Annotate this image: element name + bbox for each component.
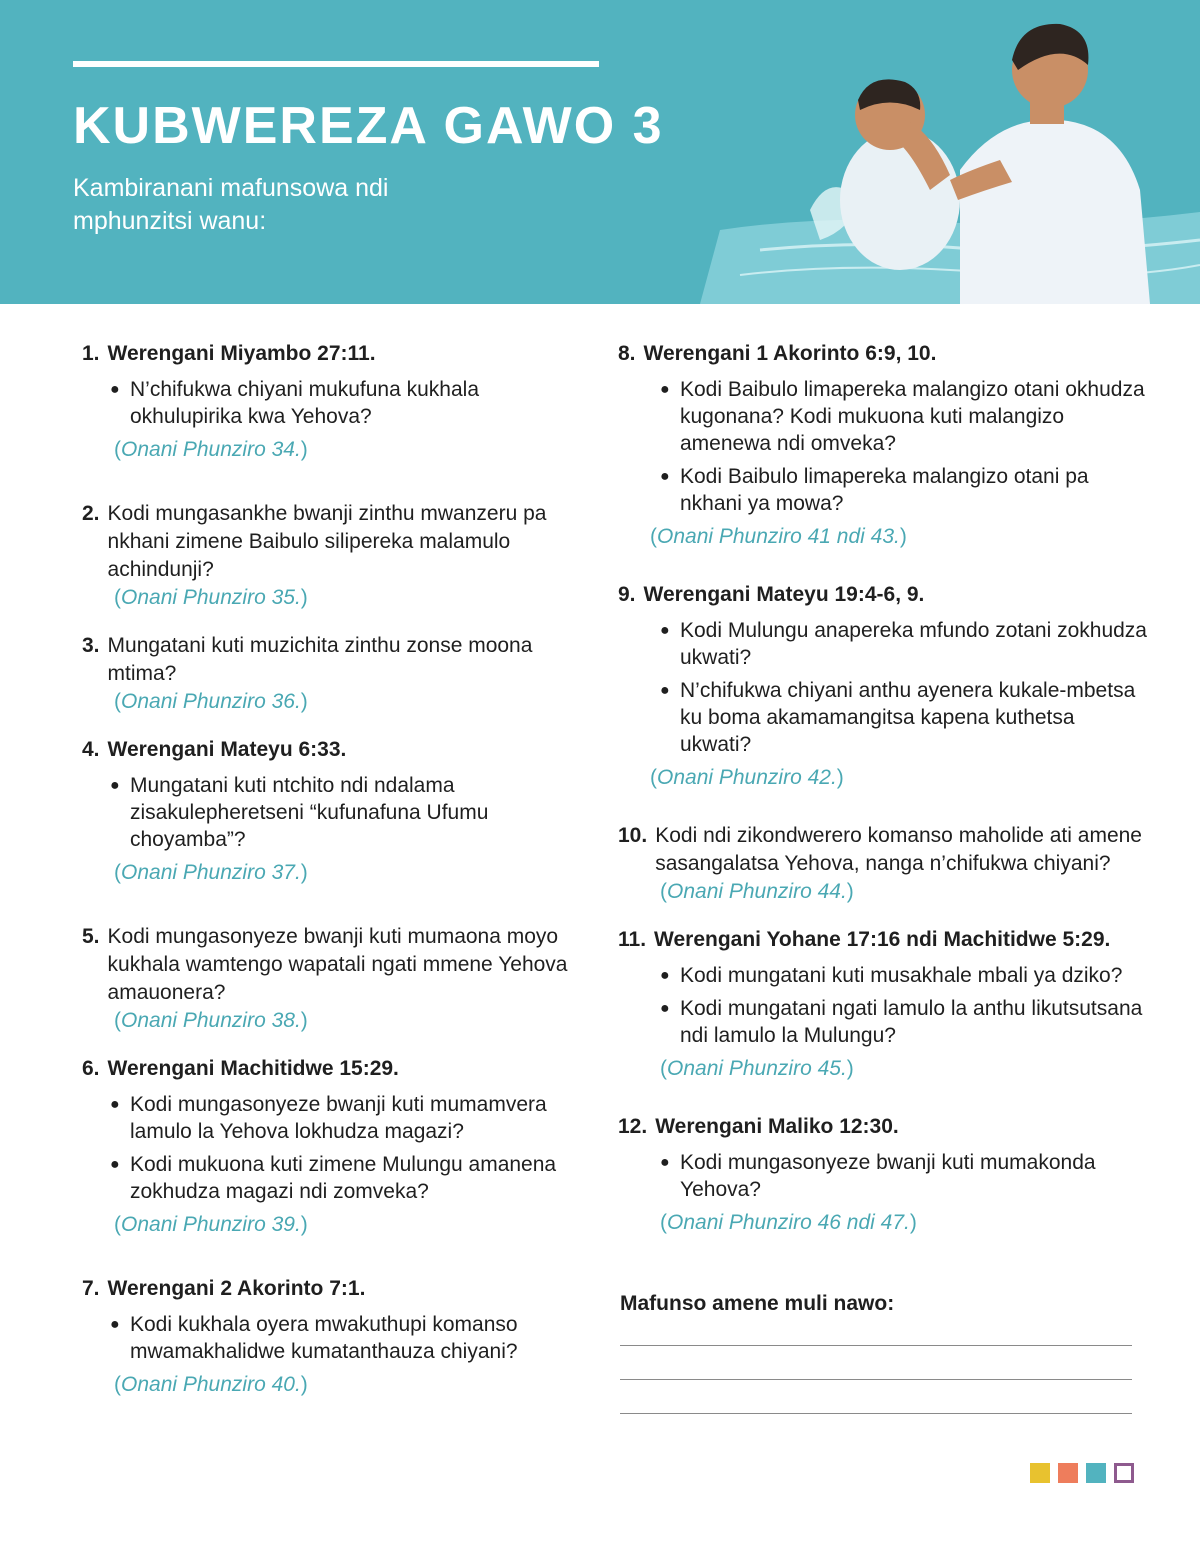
question-10 xyxy=(618,822,1148,906)
bullet-list xyxy=(618,1149,1148,1203)
notes-title: Mafunso amene muli nawo: xyxy=(620,1292,895,1315)
lesson-reference: (Onani Phunziro 41 ndi 43.) xyxy=(650,525,907,548)
question-5 xyxy=(82,923,582,1035)
question-heading xyxy=(82,923,582,1007)
bullet-item xyxy=(82,772,582,853)
bullet-item xyxy=(618,962,1148,989)
header-banner xyxy=(0,0,1200,304)
question-number: 3. xyxy=(82,634,100,657)
page-subtitle: Kambiranani mafunsowa ndi mphunzitsi wanu: xyxy=(73,174,389,235)
question-number: 1. xyxy=(82,342,100,365)
color-squares xyxy=(1030,1463,1134,1483)
question-text: Werengani Mateyu 6:33. xyxy=(107,738,347,761)
lesson-reference: (Onani Phunziro 36.) xyxy=(114,690,308,713)
lesson-reference-text: Onani Phunziro 44. xyxy=(667,880,847,903)
lesson-reference-text: Onani Phunziro 36. xyxy=(121,690,301,713)
bullet-list xyxy=(82,772,582,853)
question-text: Werengani Machitidwe 15:29. xyxy=(107,1057,399,1080)
question-heading xyxy=(618,581,1148,609)
bullet-dot-icon: ● xyxy=(660,682,670,699)
purple-outline-square xyxy=(1114,1463,1134,1483)
question-heading xyxy=(82,500,582,584)
left-column xyxy=(82,340,582,1399)
question-number: 2. xyxy=(82,502,100,525)
question-text: Werengani Miyambo 27:11. xyxy=(107,342,376,365)
bullet-item xyxy=(618,617,1148,671)
bullet-text: Kodi kukhala oyera mwakuthupi komanso mwamakhalidwe kumatanthauza chiyani? xyxy=(130,1313,518,1363)
question-3 xyxy=(82,632,582,716)
question-number: 7. xyxy=(82,1277,100,1300)
question-heading xyxy=(618,822,1148,878)
bullet-dot-icon: ● xyxy=(660,1000,670,1017)
question-number: 10. xyxy=(618,824,648,847)
bullet-dot-icon: ● xyxy=(110,1316,120,1333)
right-column xyxy=(618,340,1148,1237)
question-number: 8. xyxy=(618,342,636,365)
bullet-list xyxy=(618,962,1148,1049)
question-heading xyxy=(618,1113,1148,1141)
question-11 xyxy=(618,926,1148,1083)
bullet-list xyxy=(618,376,1148,517)
bullet-text: Kodi mukuona kuti zimene Mulungu amanena zokhudza magazi ndi zomveka? xyxy=(130,1153,557,1203)
bullet-text: N’chifukwa chiyani anthu ayenera kukale-mbetsa ku boma akamamangitsa kapena kuthetsa ukwati? xyxy=(680,679,1136,756)
question-text: Werengani 2 Akorinto 7:1. xyxy=(107,1277,366,1300)
bullet-text: Kodi mungasonyeze bwanji kuti mumamvera lamulo la Yehova lokhudza magazi? xyxy=(130,1093,547,1143)
question-heading xyxy=(82,632,582,688)
lesson-reference: (Onani Phunziro 34.) xyxy=(114,438,308,461)
bullet-list xyxy=(82,1091,582,1205)
lesson-reference-text: Onani Phunziro 35. xyxy=(121,586,301,609)
bullet-item xyxy=(82,376,582,430)
note-line[interactable] xyxy=(620,1413,1132,1414)
bullet-text: Kodi Baibulo limapereka malangizo otani pa nkhani ya mowa? xyxy=(680,465,1089,515)
baptism-illustration xyxy=(700,0,1200,304)
question-number: 9. xyxy=(618,583,636,606)
bullet-list xyxy=(618,617,1148,758)
bullet-item xyxy=(82,1311,582,1365)
bullet-item xyxy=(618,376,1148,457)
header-rule xyxy=(73,61,599,67)
question-text: Kodi mungasankhe bwanji zinthu mwanzeru pa nkhani zimene Baibulo silipereka malamulo achindunji? xyxy=(107,502,547,581)
bullet-dot-icon: ● xyxy=(110,381,120,398)
bullet-dot-icon: ● xyxy=(660,1154,670,1171)
page-title: KUBWEREZA GAWO 3 xyxy=(73,97,664,155)
bullet-text: Kodi Mulungu anapereka mfundo zotani zokhudza ukwati? xyxy=(680,619,1147,669)
bullet-item xyxy=(618,1149,1148,1203)
question-number: 12. xyxy=(618,1115,648,1138)
yellow-square xyxy=(1030,1463,1050,1483)
bullet-item xyxy=(618,677,1148,758)
question-2 xyxy=(82,500,582,612)
lesson-reference-text: Onani Phunziro 40. xyxy=(121,1373,301,1396)
question-text: Werengani Mateyu 19:4-6, 9. xyxy=(643,583,925,606)
bullet-dot-icon: ● xyxy=(660,468,670,485)
lesson-reference: (Onani Phunziro 35.) xyxy=(114,586,308,609)
lesson-reference-text: Onani Phunziro 38. xyxy=(121,1009,301,1032)
question-8 xyxy=(618,340,1148,551)
question-heading xyxy=(82,1275,582,1303)
bullet-text: Mungatani kuti ntchito ndi ndalama zisakulepheretseni “kufunafuna Ufumu choyamba”? xyxy=(130,774,489,851)
bullet-text: Kodi mungatani ngati lamulo la anthu likutsutsana ndi lamulo la Mulungu? xyxy=(680,997,1143,1047)
bullet-dot-icon: ● xyxy=(110,1096,120,1113)
question-text: Kodi mungasonyeze bwanji kuti mumaona moyo kukhala wamtengo wapatali ngati mmene Yehova amauonera? xyxy=(107,925,568,1004)
lesson-reference-text: Onani Phunziro 41 ndi 43. xyxy=(657,525,900,548)
lesson-reference-text: Onani Phunziro 34. xyxy=(121,438,301,461)
question-number: 6. xyxy=(82,1057,100,1080)
bullet-item xyxy=(82,1091,582,1145)
question-heading xyxy=(82,736,582,764)
bullet-list xyxy=(82,376,582,430)
lesson-reference-text: Onani Phunziro 39. xyxy=(121,1213,301,1236)
bullet-text: Kodi mungasonyeze bwanji kuti mumakonda Yehova? xyxy=(680,1151,1096,1201)
question-number: 5. xyxy=(82,925,100,948)
question-7 xyxy=(82,1275,582,1399)
lesson-reference: (Onani Phunziro 45.) xyxy=(660,1057,854,1080)
question-9 xyxy=(618,581,1148,792)
question-number: 11. xyxy=(618,928,647,951)
note-line[interactable] xyxy=(620,1379,1132,1380)
teal-square xyxy=(1086,1463,1106,1483)
question-heading xyxy=(618,926,1148,954)
question-6 xyxy=(82,1055,582,1239)
lesson-reference-text: Onani Phunziro 45. xyxy=(667,1057,847,1080)
lesson-reference: (Onani Phunziro 40.) xyxy=(114,1373,308,1396)
lesson-reference-text: Onani Phunziro 42. xyxy=(657,766,837,789)
bullet-item xyxy=(618,463,1148,517)
question-12 xyxy=(618,1113,1148,1237)
bullet-dot-icon: ● xyxy=(110,1156,120,1173)
bullet-dot-icon: ● xyxy=(110,777,120,794)
lesson-reference-text: Onani Phunziro 37. xyxy=(121,861,301,884)
lesson-reference: (Onani Phunziro 44.) xyxy=(660,880,854,903)
question-text: Werengani Maliko 12:30. xyxy=(655,1115,899,1138)
question-1 xyxy=(82,340,582,464)
bullet-dot-icon: ● xyxy=(660,381,670,398)
bullet-list xyxy=(82,1311,582,1365)
lesson-reference: (Onani Phunziro 46 ndi 47.) xyxy=(660,1211,917,1234)
question-heading xyxy=(82,1055,582,1083)
lesson-reference: (Onani Phunziro 38.) xyxy=(114,1009,308,1032)
question-text: Werengani 1 Akorinto 6:9, 10. xyxy=(643,342,937,365)
bullet-text: N’chifukwa chiyani mukufuna kukhala okhulupirika kwa Yehova? xyxy=(130,378,480,428)
question-4 xyxy=(82,736,582,887)
question-number: 4. xyxy=(82,738,100,761)
bullet-dot-icon: ● xyxy=(660,622,670,639)
question-text: Mungatani kuti muzichita zinthu zonse moona mtima? xyxy=(107,634,533,685)
question-text: Werengani Yohane 17:16 ndi Machitidwe 5:29. xyxy=(654,928,1111,951)
bullet-item xyxy=(82,1151,582,1205)
orange-square xyxy=(1058,1463,1078,1483)
lesson-reference: (Onani Phunziro 37.) xyxy=(114,861,308,884)
bullet-dot-icon: ● xyxy=(660,967,670,984)
question-heading xyxy=(82,340,582,368)
question-text: Kodi ndi zikondwerero komanso maholide ati amene sasangalatsa Yehova, nanga n’chifukwa chiyani? xyxy=(655,824,1142,875)
bullet-text: Kodi mungatani kuti musakhale mbali ya dziko? xyxy=(680,964,1123,987)
question-heading xyxy=(618,340,1148,368)
bullet-text: Kodi Baibulo limapereka malangizo otani okhudza kugonana? Kodi mukuona kuti malangizo amenewa ndi omveka? xyxy=(680,378,1145,455)
lesson-reference: (Onani Phunziro 39.) xyxy=(114,1213,308,1236)
lesson-reference: (Onani Phunziro 42.) xyxy=(650,766,844,789)
bullet-item xyxy=(618,995,1148,1049)
note-line[interactable] xyxy=(620,1345,1132,1346)
lesson-reference-text: Onani Phunziro 46 ndi 47. xyxy=(667,1211,910,1234)
